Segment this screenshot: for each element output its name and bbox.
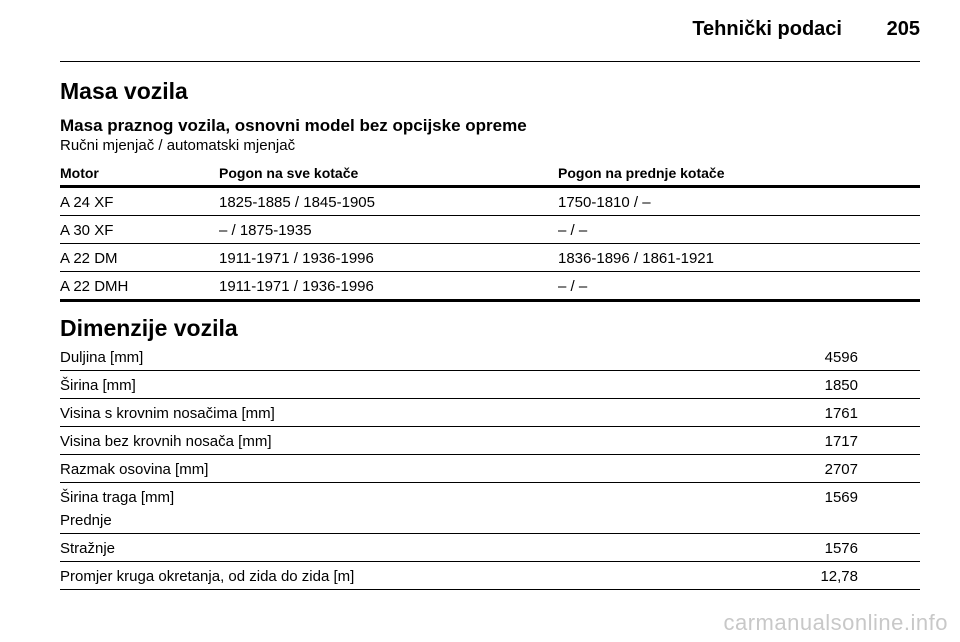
column-header: Motor bbox=[60, 165, 99, 181]
mass-subheading: Masa praznog vozila, osnovni model bez opcijske opreme bbox=[60, 116, 527, 135]
engine-cell: A 30 XF bbox=[60, 222, 114, 239]
fwd-cell: – / – bbox=[558, 278, 588, 295]
mass-table bbox=[60, 160, 920, 302]
mass-heading: Masa vozila bbox=[60, 78, 188, 104]
fwd-cell: 1836-1896 / 1861-1921 bbox=[558, 250, 714, 267]
dimensions-table bbox=[60, 343, 920, 590]
awd-cell: – / 1875-1935 bbox=[219, 222, 312, 239]
page-number: 205 bbox=[886, 18, 920, 40]
transmission-note: Ručni mjenjač / automatski mjenjač bbox=[60, 137, 296, 154]
dimension-value: 1761 bbox=[824, 405, 858, 422]
table-row bbox=[60, 399, 920, 427]
table-row bbox=[60, 244, 920, 272]
dimension-label: Stražnje bbox=[60, 540, 116, 557]
table-row bbox=[60, 216, 920, 244]
awd-cell: 1911-1971 / 1936-1996 bbox=[219, 278, 374, 295]
table-row bbox=[60, 427, 920, 455]
dimension-sublabel: Prednje bbox=[60, 512, 112, 529]
table-row bbox=[60, 534, 920, 562]
dimension-label: Širina traga [mm] bbox=[60, 489, 175, 506]
dimension-value: 4596 bbox=[824, 349, 858, 366]
table-header-row bbox=[60, 160, 920, 188]
dimension-value: 1850 bbox=[824, 377, 858, 394]
table-row bbox=[60, 188, 920, 216]
section-title: Tehnički podaci bbox=[692, 18, 842, 40]
dimension-label: Razmak osovina [mm] bbox=[60, 461, 209, 478]
dimension-label: Visina s krovnim nosačima [mm] bbox=[60, 405, 275, 422]
dimension-value: 12,78 bbox=[820, 568, 858, 585]
dimension-label: Širina [mm] bbox=[60, 377, 136, 394]
dimension-value: 1576 bbox=[824, 540, 858, 557]
dimension-value: 1569 bbox=[824, 489, 858, 506]
engine-cell: A 24 XF bbox=[60, 194, 114, 211]
column-header: Pogon na sve kotače bbox=[219, 165, 359, 181]
dimension-label: Visina bez krovnih nosača [mm] bbox=[60, 433, 272, 450]
fwd-cell: 1750-1810 / – bbox=[558, 194, 651, 211]
watermark: carmanualsonline.info bbox=[723, 610, 948, 635]
awd-cell: 1911-1971 / 1936-1996 bbox=[219, 250, 374, 267]
table-row bbox=[60, 272, 920, 302]
table-row bbox=[60, 343, 920, 371]
fwd-cell: – / – bbox=[558, 222, 588, 239]
page-header bbox=[60, 0, 920, 62]
column-header: Pogon na prednje kotače bbox=[558, 165, 725, 181]
table-row bbox=[60, 483, 920, 534]
awd-cell: 1825-1885 / 1845-1905 bbox=[219, 194, 375, 211]
engine-cell: A 22 DMH bbox=[60, 278, 129, 295]
dimension-value: 2707 bbox=[824, 461, 858, 478]
engine-cell: A 22 DM bbox=[60, 250, 118, 267]
dimensions-heading: Dimenzije vozila bbox=[60, 315, 238, 341]
table-row bbox=[60, 371, 920, 399]
dimension-label: Duljina [mm] bbox=[60, 349, 144, 366]
table-row bbox=[60, 455, 920, 483]
dimension-value: 1717 bbox=[824, 433, 858, 450]
table-row bbox=[60, 562, 920, 590]
dimension-label: Promjer kruga okretanja, od zida do zida [m] bbox=[60, 568, 355, 585]
